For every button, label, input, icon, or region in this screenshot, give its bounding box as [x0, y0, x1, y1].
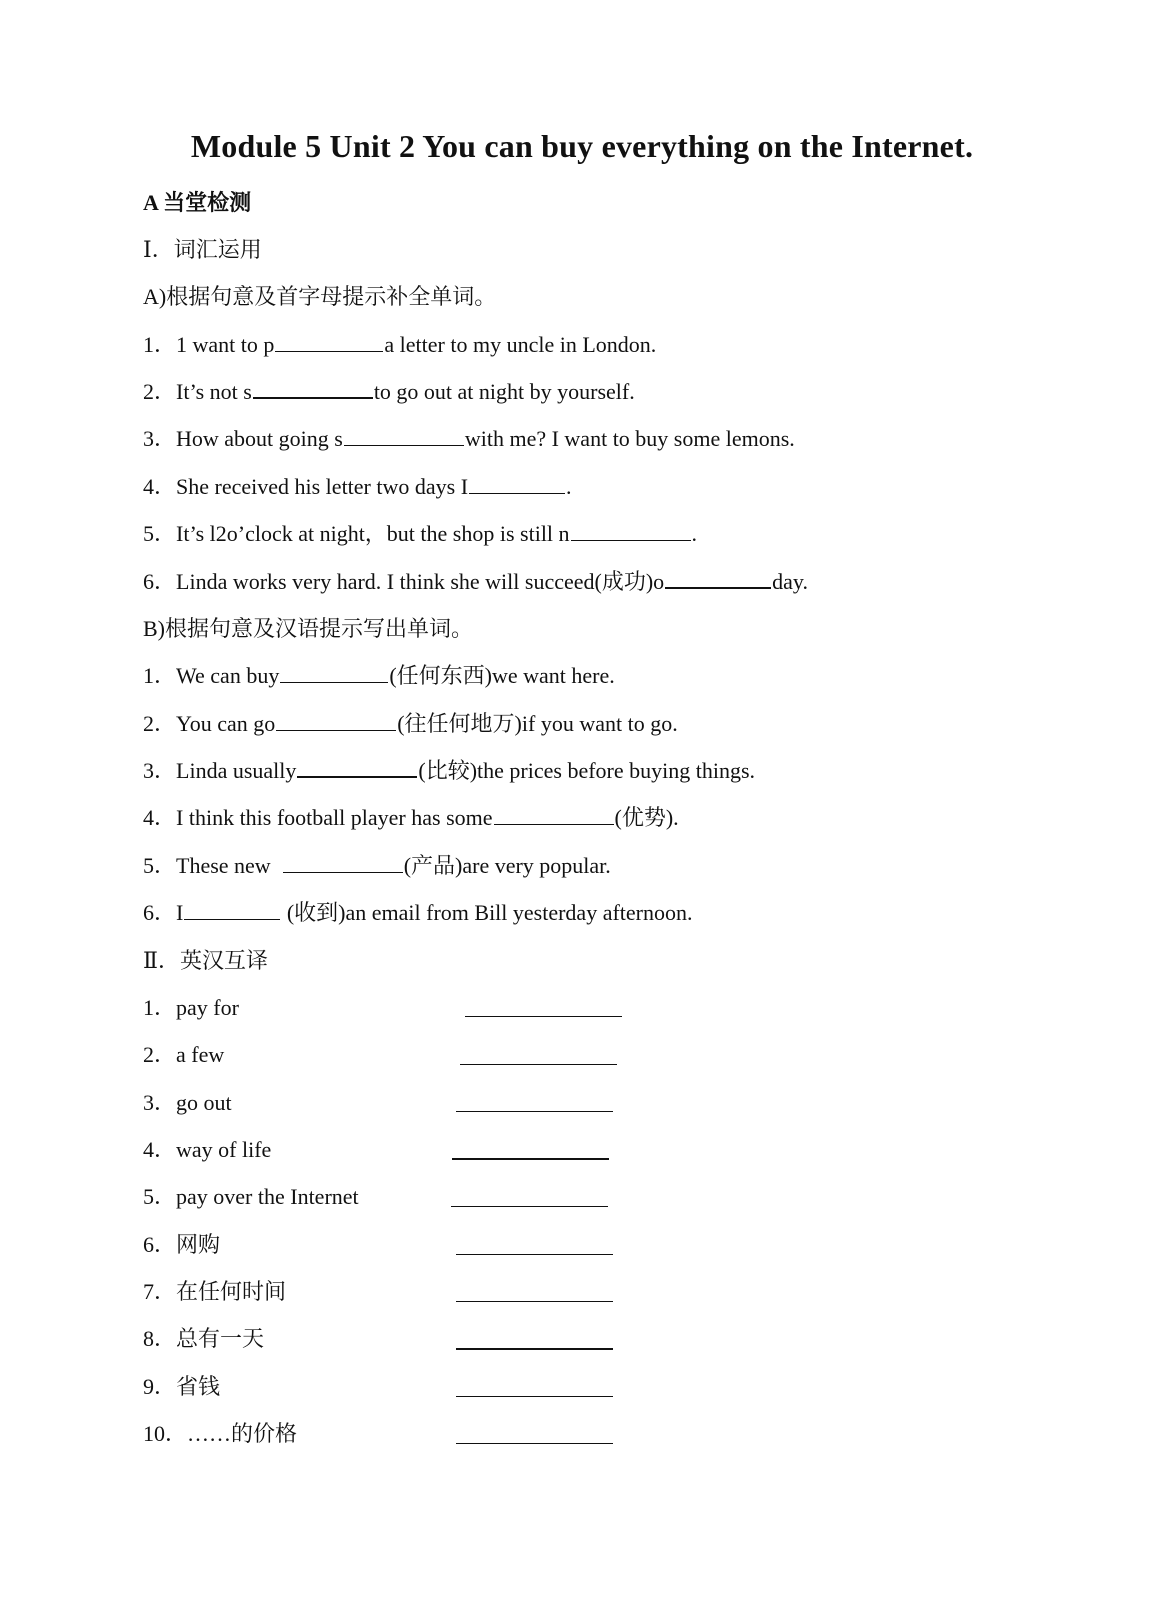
list-item: [143, 1182, 359, 1212]
item-number: 1．: [143, 332, 177, 357]
item-number: 6．: [143, 569, 177, 594]
list-item: [143, 661, 615, 691]
answer-blank[interactable]: [665, 567, 771, 589]
item-number: 2．: [143, 711, 177, 736]
answer-blank[interactable]: [456, 1443, 613, 1444]
answer-blank[interactable]: [469, 473, 565, 494]
answer-blank[interactable]: [456, 1111, 613, 1112]
item-text: 在任何时间: [176, 1279, 287, 1304]
item-number: 3．: [143, 426, 177, 451]
list-item: [143, 472, 572, 502]
list-item: [143, 377, 635, 407]
item-text: pay for: [176, 995, 239, 1020]
item-text-before: Linda usually: [176, 758, 297, 783]
item-text-before: Linda works very hard. I think she will succeed(成功)o: [176, 569, 665, 594]
answer-blank[interactable]: [344, 425, 464, 446]
item-text-after: .: [691, 521, 698, 546]
item-number: 4．: [143, 474, 177, 499]
list-item: [143, 1135, 271, 1165]
item-text-after: .: [566, 474, 572, 499]
item-text: go out: [176, 1090, 232, 1115]
answer-blank[interactable]: [456, 1348, 613, 1350]
item-text-after: a letter to my uncle in London.: [384, 332, 657, 357]
item-number: 1．: [143, 663, 177, 688]
item-text-before: 1 want to p: [176, 332, 275, 357]
answer-blank[interactable]: [184, 899, 280, 920]
item-text-before: I: [176, 900, 184, 925]
list-item: [143, 1372, 220, 1402]
item-text: pay over the Internet: [176, 1184, 359, 1209]
answer-blank[interactable]: [460, 1064, 617, 1065]
item-text-after: day.: [772, 569, 809, 594]
item-text-before: It’s not s: [176, 379, 252, 404]
part1-b-instruction: B)根据句意及汉语提示写出单词。: [143, 616, 474, 641]
item-text-before: It’s l2o’clock at night，but the shop is still n: [176, 521, 570, 546]
list-item: [143, 898, 693, 928]
answer-blank[interactable]: [283, 852, 403, 873]
answer-blank[interactable]: [571, 520, 691, 541]
item-text: way of life: [176, 1137, 272, 1162]
list-item: [143, 803, 679, 833]
item-number: 5．: [143, 1184, 177, 1209]
item-number: 2．: [143, 1042, 177, 1067]
item-text-before: These new: [176, 853, 282, 878]
item-text: 总有一天: [176, 1326, 265, 1351]
part1-heading: Ⅰ．词汇运用: [143, 237, 262, 262]
item-number: 4．: [143, 1137, 177, 1162]
item-number: 5．: [143, 521, 177, 546]
item-text-after: (比较)the prices before buying things.: [418, 758, 756, 783]
answer-blank[interactable]: [456, 1254, 613, 1255]
answer-blank[interactable]: [465, 1016, 622, 1017]
list-item: [143, 1040, 224, 1070]
answer-blank[interactable]: [297, 756, 417, 778]
item-text-before: You can go: [176, 711, 276, 736]
item-text-before: How about going s: [176, 426, 343, 451]
item-text-before: We can buy: [176, 663, 280, 688]
section-a-heading: A 当堂检测: [143, 190, 252, 215]
item-number: 6．: [143, 1232, 177, 1257]
list-item: [143, 756, 755, 786]
list-item: [143, 709, 678, 739]
item-number: 4．: [143, 805, 177, 830]
item-text-after: with me? I want to buy some lemons.: [464, 426, 795, 451]
item-number: 2．: [143, 379, 177, 404]
answer-blank[interactable]: [456, 1301, 613, 1302]
answer-blank[interactable]: [494, 804, 614, 825]
item-text: 网购: [176, 1232, 221, 1257]
item-text-after: (任何东西)we want here.: [389, 663, 615, 688]
item-number: 10．: [143, 1421, 188, 1446]
item-number: 3．: [143, 758, 177, 783]
item-text: a few: [176, 1042, 225, 1067]
item-text-after: to go out at night by yourself.: [373, 379, 635, 404]
item-text: ……的价格: [187, 1421, 298, 1446]
list-item: [143, 1419, 297, 1449]
item-text: 省钱: [176, 1374, 221, 1399]
answer-blank[interactable]: [456, 1396, 613, 1397]
list-item: [143, 1324, 264, 1354]
item-number: 9．: [143, 1374, 177, 1399]
page-title: Module 5 Unit 2 You can buy everything on the Internet.: [190, 128, 974, 164]
list-item: [143, 1088, 232, 1118]
item-text-after: (优势).: [614, 805, 679, 830]
answer-blank[interactable]: [451, 1206, 608, 1207]
item-number: 3．: [143, 1090, 177, 1115]
answer-blank[interactable]: [280, 662, 388, 683]
list-item: [143, 567, 808, 597]
item-text-before: I think this football player has some: [176, 805, 493, 830]
item-text-after: (往任何地万)if you want to go.: [397, 711, 678, 736]
list-item: [143, 1277, 286, 1307]
list-item: [143, 424, 795, 454]
list-item: [143, 993, 239, 1023]
list-item: [143, 851, 611, 881]
item-number: 1．: [143, 995, 177, 1020]
item-number: 7．: [143, 1279, 177, 1304]
item-text-after: (收到)an email from Bill yesterday afternoon.: [281, 900, 693, 925]
answer-blank[interactable]: [275, 331, 383, 352]
item-number: 8．: [143, 1326, 177, 1351]
item-number: 6．: [143, 900, 177, 925]
part1-a-instruction: A)根据句意及首字母提示补全单词。: [143, 284, 497, 309]
item-number: 5．: [143, 853, 177, 878]
list-item: [143, 519, 697, 549]
item-text-before: She received his letter two days I: [176, 474, 469, 499]
list-item: [143, 330, 656, 360]
answer-blank[interactable]: [276, 710, 396, 731]
list-item: [143, 1230, 220, 1260]
item-text-after: (产品)are very popular.: [403, 853, 611, 878]
answer-blank[interactable]: [253, 377, 373, 399]
part2-heading: Ⅱ．英汉互译: [143, 948, 268, 973]
answer-blank[interactable]: [452, 1158, 609, 1160]
